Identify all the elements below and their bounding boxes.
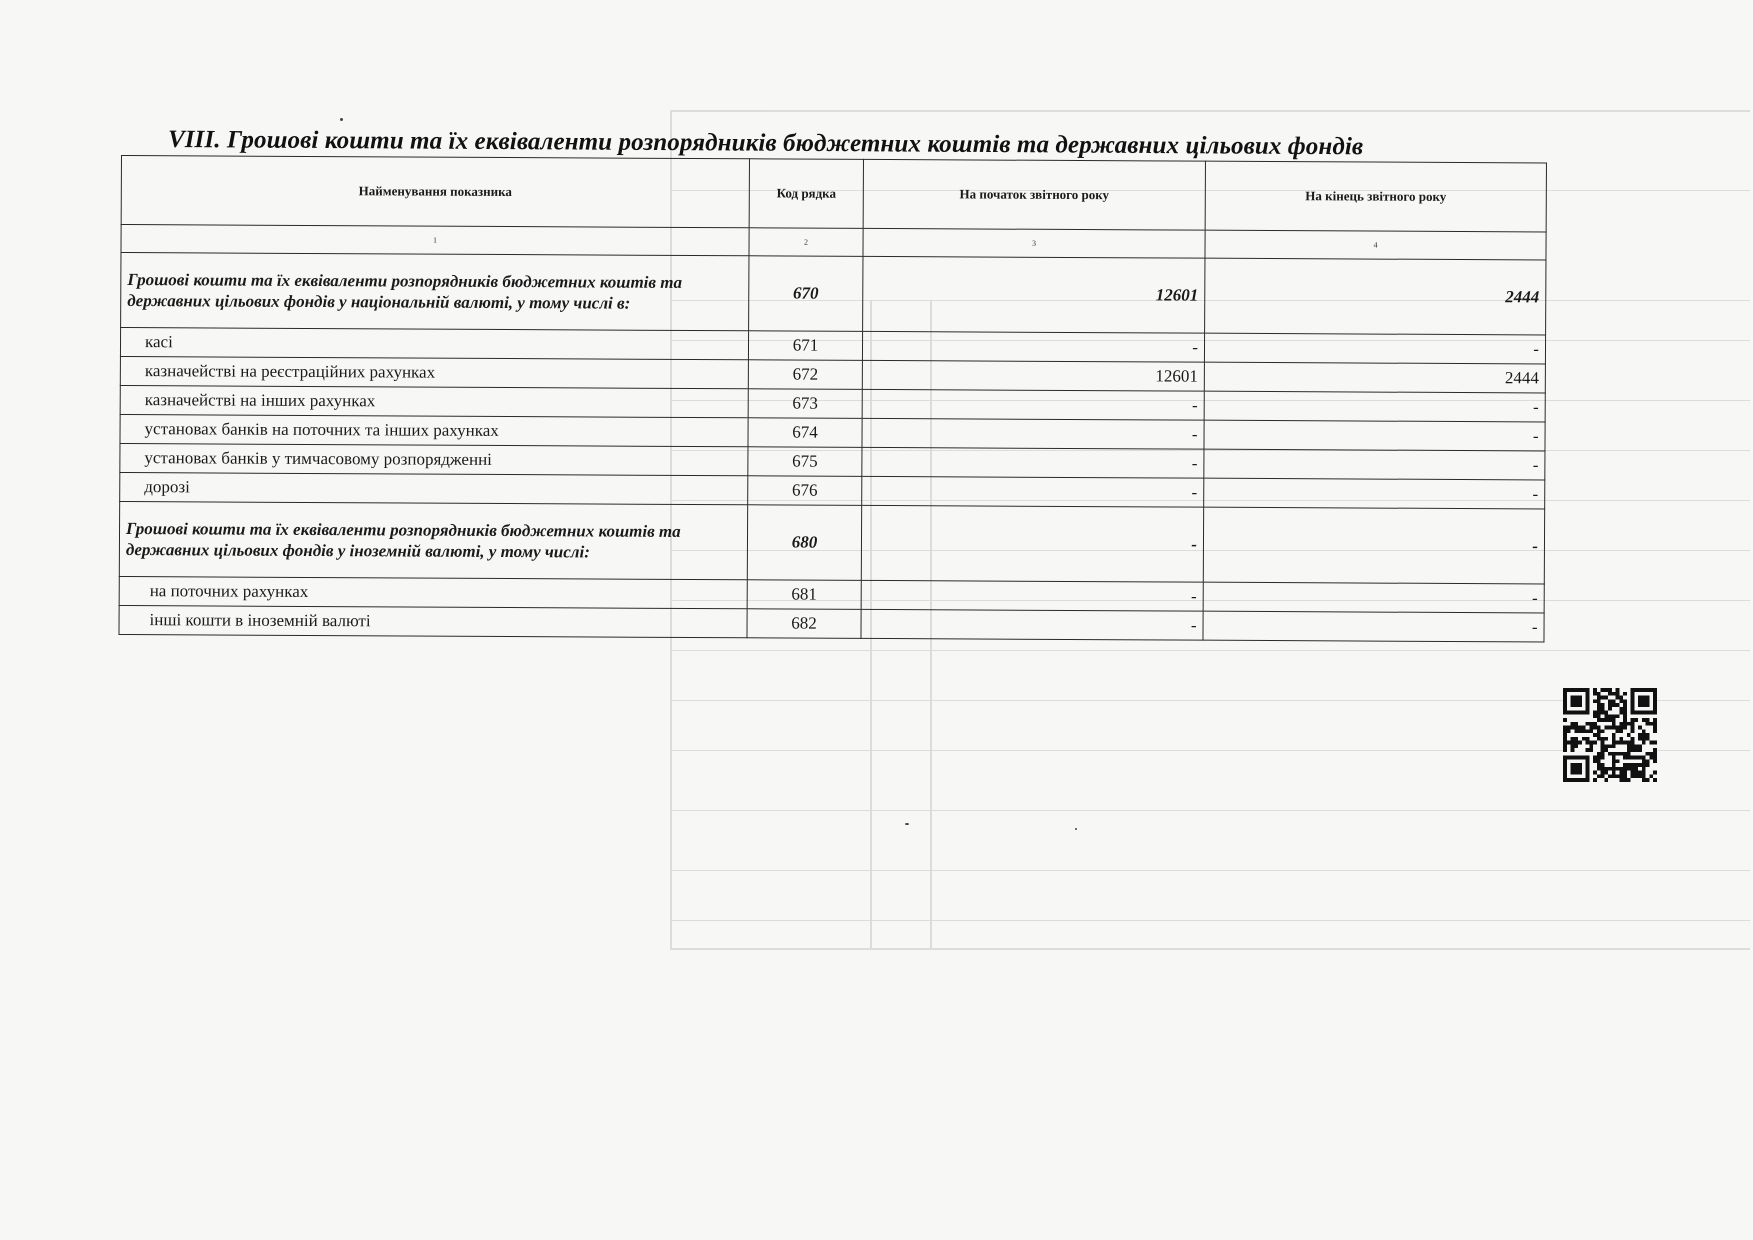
row-code: 682 [747,609,861,639]
row-code: 681 [747,580,861,610]
scan-speck [905,823,909,825]
row-start-value: 12601 [862,360,1204,391]
column-number: 3 [863,228,1205,258]
scan-speck [340,118,343,121]
row-end-value: - [1204,391,1545,422]
row-start-value: - [861,505,1203,582]
row-name: на поточних рахунках [119,576,747,608]
row-end-value: - [1203,507,1544,584]
row-end-value: - [1204,333,1545,364]
cash-equivalents-table-wrapper [118,155,1545,642]
row-code: 675 [748,447,862,477]
row-start-value: - [862,418,1204,449]
row-end-value: - [1204,478,1545,509]
cash-equivalents-table [118,155,1546,642]
row-end-value: 2444 [1204,362,1545,393]
scan-speck [1075,828,1077,830]
row-end-value: - [1204,420,1545,451]
row-end-value: - [1204,449,1545,480]
row-name: установах банків на поточних та інших рахунках [120,414,748,446]
table-row [121,253,1546,335]
row-code: 671 [748,331,862,361]
page-title: VIII. Грошові кошти та їх еквіваленти розпорядників бюджетних коштів та державних цільових фондів [167,126,1364,161]
row-name: інші кошти в іноземній валюті [119,605,747,637]
row-name: Грошові кошти та їх еквіваленти розпорядників бюджетних коштів та державних цільових фондів у національній валюті, у тому числі в: [121,253,749,331]
row-end-value: 2444 [1205,258,1546,335]
column-header-end: На кінець звітного року [1205,161,1546,232]
column-number: 1 [121,225,749,256]
row-start-value: - [862,389,1204,420]
row-name: Грошові кошти та їх еквіваленти розпорядників бюджетних коштів та державних цільових фондів у іноземній валюті, у тому числі: [119,501,747,579]
row-code: 680 [747,505,861,581]
table-row [119,605,1544,641]
row-name: казначействі на реєстраційних рахунках [120,356,748,388]
column-header-code: Код рядка [749,159,863,229]
row-name: казначействі на інших рахунках [120,385,748,417]
row-start-value: - [861,580,1203,611]
row-start-value: - [862,476,1204,507]
row-start-value: 12601 [863,256,1205,333]
column-number: 2 [749,228,863,257]
table-header-row [121,156,1546,232]
row-name: дорозі [120,472,748,504]
column-number: 4 [1205,230,1546,260]
row-start-value: - [861,609,1203,640]
column-header-name: Найменування показника [121,156,749,228]
row-start-value: - [862,331,1204,362]
row-code: 674 [748,418,862,448]
row-end-value: - [1203,611,1544,642]
row-end-value: - [1203,582,1544,613]
row-name: установах банків у тимчасовому розпорядженні [120,443,748,475]
row-start-value: - [862,447,1204,478]
column-header-start: На початок звітного року [863,159,1205,230]
qr-code-icon [1563,688,1657,782]
row-code: 670 [749,256,863,332]
table-row [119,501,1544,583]
row-code: 672 [748,360,862,390]
row-code: 673 [748,389,862,419]
row-name: касі [120,328,748,360]
row-code: 676 [748,476,862,506]
